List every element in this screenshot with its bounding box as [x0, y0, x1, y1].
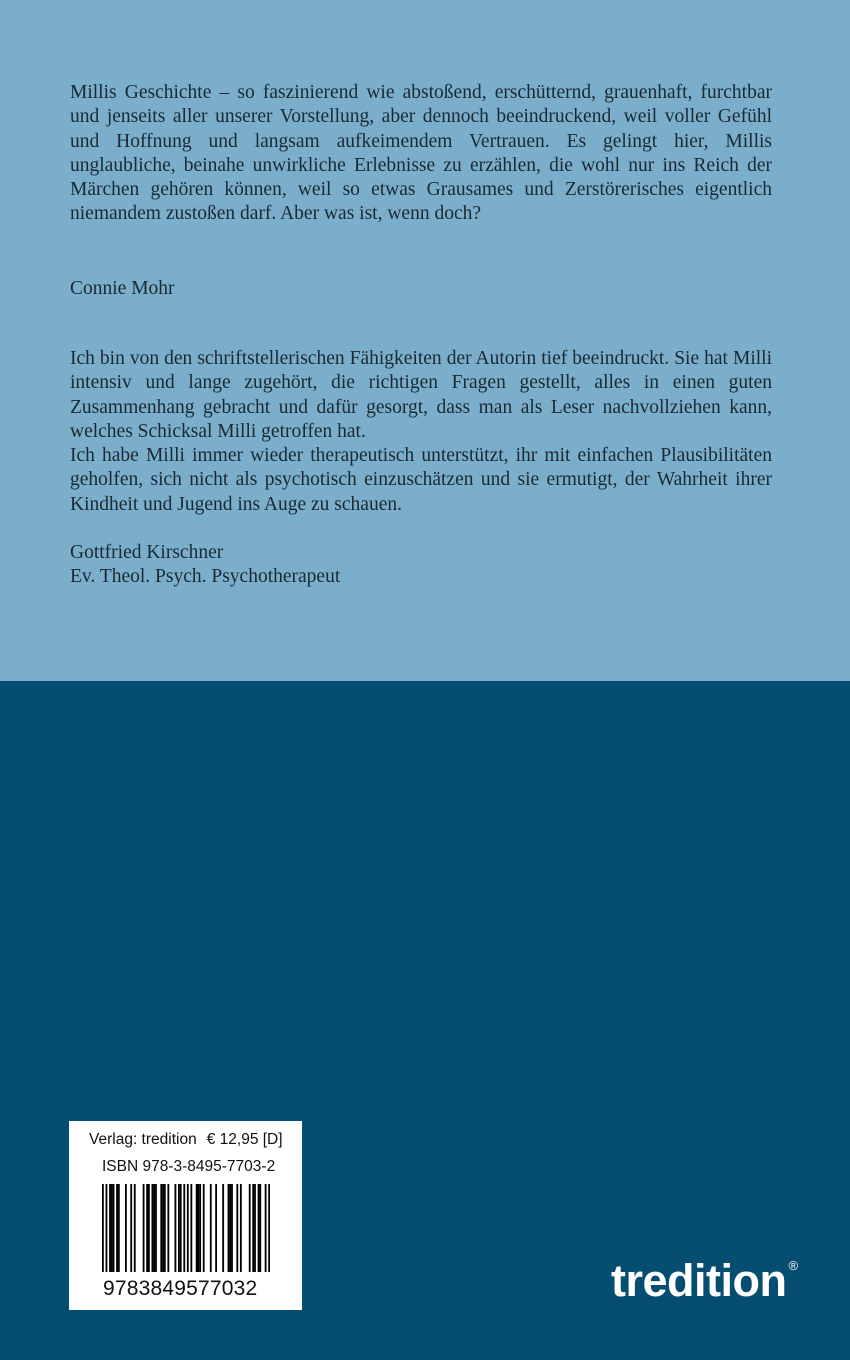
- barcode-bar: [228, 1184, 230, 1272]
- isbn-label: ISBN 978-3-8495-7703-2: [102, 1158, 276, 1175]
- barcode-image: [102, 1184, 270, 1272]
- registered-mark: ®: [788, 1258, 798, 1273]
- review-quote-2: [70, 347, 772, 517]
- barcode-bar: [116, 1184, 118, 1272]
- barcode-bar: [155, 1184, 157, 1272]
- barcode-digits: 9783849577032: [103, 1277, 258, 1300]
- barcode-bar: [265, 1184, 267, 1272]
- price-label: € 12,95 [D]: [206, 1131, 283, 1148]
- barcode-bar: [203, 1184, 205, 1272]
- barcode-bar: [240, 1184, 242, 1272]
- review-quote-1: [70, 81, 772, 227]
- barcode-bar: [102, 1184, 104, 1272]
- barcode-bar: [109, 1184, 111, 1272]
- barcode-bar: [160, 1184, 162, 1272]
- barcode-bar: [175, 1184, 177, 1272]
- barcode-bar: [236, 1184, 238, 1272]
- barcode-bar: [146, 1184, 148, 1272]
- barcode-bar: [113, 1184, 115, 1272]
- barcode-bar: [143, 1184, 145, 1272]
- barcode-bar: [259, 1184, 261, 1272]
- review-author-2-title: Ev. Theol. Psych. Psychotherapeut: [70, 566, 341, 588]
- barcode-bar: [190, 1184, 192, 1272]
- barcode-bar: [197, 1184, 199, 1272]
- barcode-bar: [258, 1184, 260, 1272]
- barcode-bar: [210, 1184, 212, 1272]
- review-author-1: [70, 277, 772, 301]
- barcode-bar: [125, 1184, 127, 1272]
- barcode-bar: [268, 1184, 270, 1272]
- barcode-bar: [183, 1184, 185, 1272]
- barcode-bar: [111, 1184, 113, 1272]
- barcode-bar: [134, 1184, 136, 1272]
- barcode-bar: [252, 1184, 254, 1272]
- publisher-label: Verlag: tredition: [89, 1131, 197, 1148]
- barcode-bar: [187, 1184, 189, 1272]
- barcode-bar: [196, 1184, 198, 1272]
- barcode-bar: [254, 1184, 256, 1272]
- barcode-bar: [215, 1184, 217, 1272]
- barcode-bar: [231, 1184, 233, 1272]
- barcode-bar: [199, 1184, 201, 1272]
- barcode-box: [69, 1121, 302, 1310]
- barcode-bar: [222, 1184, 224, 1272]
- barcode-bar: [180, 1184, 182, 1272]
- logo-text: tredition: [611, 1255, 787, 1306]
- barcode-bar: [130, 1184, 132, 1272]
- review-quote-1-text: Millis Geschichte – so faszinierend wie abstoßend, erschütternd, grauenhaft, furchtbar und jenseits aller unserer Vorstellung, aber dennoch beeindruckend, weil voller Gefühl und Hoffnung und langsam aufkeimendem Vertrauen. Es gelingt hier, Millis unglaubliche, beinahe unwirkliche Erlebnisse zu erzählen, die wohl nur ins Reich der Märchen gehören können, weil so etwas Grausames und Zerstörerisches eigentlich niemandem zustoßen darf. Aber was ist, wenn doch?: [70, 82, 772, 225]
- review-quote-2-paragraph-2: Ich habe Milli immer wieder therapeutisch unterstützt, ihr mit einfachen Plausibilitäten geholfen, sich nicht als psychotisch einzuschätzen und sie ermutigt, der Wahrheit ihrer Kindheit und Jugend ins Auge zu schauen.: [70, 445, 772, 515]
- barcode-bar: [178, 1184, 180, 1272]
- barcode-bar: [229, 1184, 231, 1272]
- barcode-bar: [148, 1184, 150, 1272]
- barcode-bar: [164, 1184, 166, 1272]
- review-author-1-name: Connie Mohr: [70, 278, 175, 299]
- barcode-bar: [167, 1184, 169, 1272]
- review-author-2-name: Gottfried Kirschner: [70, 542, 224, 563]
- review-author-2: [70, 541, 772, 590]
- barcode-bar: [106, 1184, 108, 1272]
- barcode-bar: [162, 1184, 164, 1272]
- review-quote-2-paragraph-1: Ich bin von den schriftstellerischen Fähigkeiten der Autorin tief beeindruckt. Sie hat Milli intensiv und lange zugehört, die richtigen Fragen gestellt, alles in einen guten Zusammenhang gebracht und dafür gesorgt, dass man als Leser nachvollziehen kann, welches Schicksal Milli getroffen hat.: [70, 348, 772, 442]
- tredition-logo: [611, 1255, 798, 1307]
- barcode-bar: [249, 1184, 251, 1272]
- barcode-bar: [153, 1184, 155, 1272]
- barcode-bar: [152, 1184, 154, 1272]
- barcode-bar: [118, 1184, 120, 1272]
- publisher-price-line: [89, 1131, 283, 1149]
